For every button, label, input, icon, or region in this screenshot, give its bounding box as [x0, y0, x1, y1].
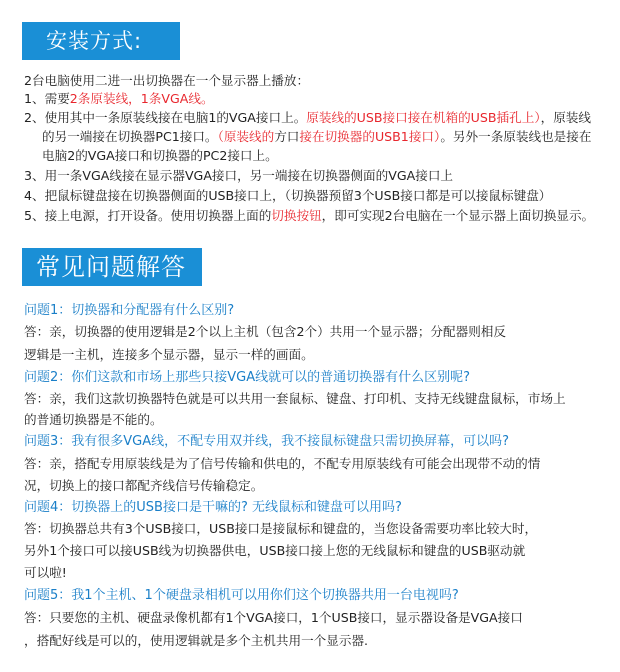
- faq-answer-1: 答：亲，切换器的使用逻辑是2个以上主机（包含2个）共用一个显示器；分配器则相反: [24, 324, 506, 339]
- faq-answer-2: 答：亲，我们这款切换器特色就是可以共用一套鼠标、键盘、打印机、支持无线键盘鼠标，市场上: [24, 391, 566, 406]
- install-step-3: 3、用一条VGA线接在显示器VGA接口，另一端接在切换器侧面的VGA接口上: [24, 168, 454, 183]
- faq-answer-2-cont: 的普通切换器是不能的。: [24, 412, 163, 427]
- faq-question-5: 问题5：我1个主机、1个硬盘录相机可以用你们这个切换器共用一台电视吗?: [24, 588, 459, 603]
- install-intro: 2台电脑使用二进一出切换器在一个显示器上播放：: [24, 73, 310, 88]
- faq-answer-4-cont: 另外1个接口可以接USB线为切换器供电，USB接口接上您的无线鼠标和键盘的USB驱动就: [24, 543, 526, 558]
- install-section-title: 安装方式:: [22, 22, 180, 60]
- faq-question-1: 问题1：切换器和分配器有什么区别?: [24, 303, 235, 318]
- faq-answer-3: 答：亲，搭配专用原装线是为了信号传输和供电的，不配专用原装线有可能会出现带不动的情: [24, 456, 541, 471]
- faq-answer-1-cont: 逻辑是一主机，连接多个显示器，显示一样的画面。: [24, 347, 314, 362]
- install-step-2: 2、使用其中一条原装线接在电脑1的VGA接口上。原装线的USB接口接在机箱的USB插孔上），原装线: [24, 110, 591, 125]
- faq-section-title: 常见问题解答: [22, 248, 202, 286]
- install-step-4: 4、把鼠标键盘接在切换器侧面的USB接口上，（切换器预留3个USB接口都是可以接鼠标键盘）: [24, 188, 552, 203]
- faq-answer-4: 答：切换器总共有3个USB接口，USB接口是接鼠标和键盘的，当您设备需要功率比较大时，: [24, 521, 538, 536]
- install-step-1: 1、需要2条原装线，1条VGA线。: [24, 91, 214, 106]
- install-step-2-cont2: 电脑2的VGA接口和切换器的PC2接口上。: [42, 148, 278, 163]
- faq-answer-5: 答：只要您的主机、硬盘录像机都有1个VGA接口，1个USB接口，显示器设备是VGA接口: [24, 610, 523, 625]
- faq-answer-5-cont: ，搭配好线是可以的，使用逻辑就是多个主机共用一个显示器.: [24, 633, 369, 648]
- faq-answer-4-cont2: 可以啦!: [24, 565, 67, 580]
- faq-answer-3-cont: 况，切换上的接口都配齐线信号传输稳定。: [24, 478, 264, 493]
- install-step-2-cont: 的另一端接在切换器PC1接口。（原装线的方口接在切换器的USB1接口）。另外一条原装线也是接在: [42, 129, 592, 144]
- install-step-5: 5、接上电源，打开设备。使用切换器上面的切换按钮，即可实现2台电脑在一个显示器上面切换显示。: [24, 208, 595, 223]
- faq-question-3: 问题3：我有很多VGA线，不配专用双并线，我不接鼠标键盘只需切换屏幕，可以吗?: [24, 434, 510, 449]
- faq-question-4: 问题4：切换器上的USB接口是干嘛的? 无线鼠标和键盘可以用吗?: [24, 500, 402, 515]
- faq-question-2: 问题2：你们这款和市场上那些只接VGA线就可以的普通切换器有什么区别呢?: [24, 370, 471, 385]
